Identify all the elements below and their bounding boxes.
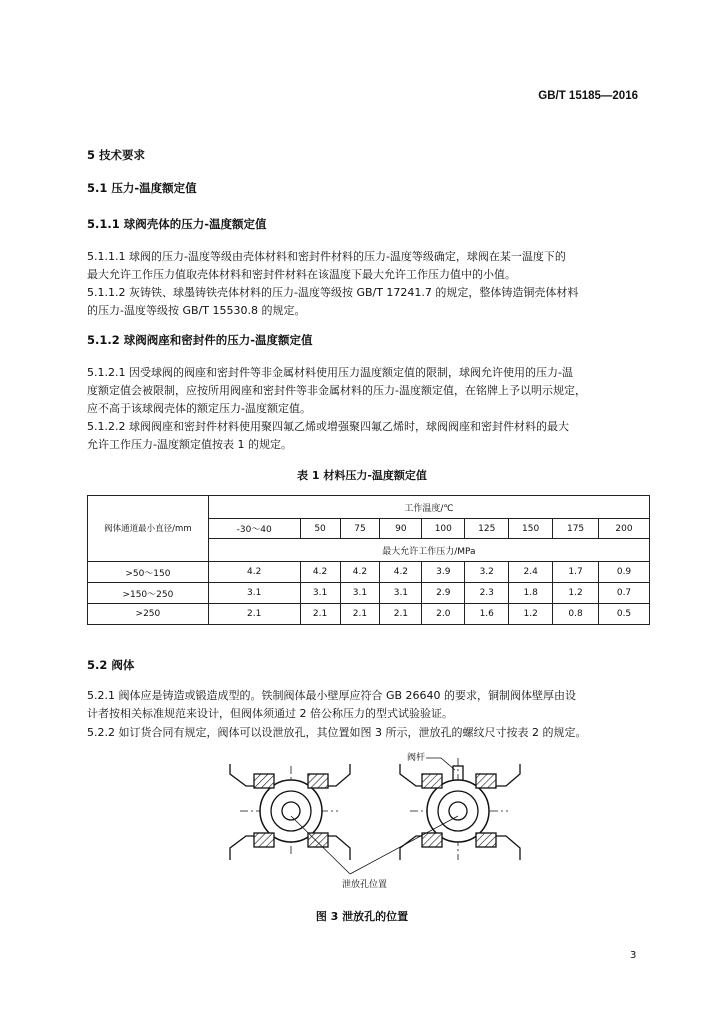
left-valve-drawing: [230, 764, 350, 860]
pressure-value-cell: 2.3: [465, 583, 509, 604]
row-label-cell: >250: [88, 604, 209, 625]
vent-hole-position-figure: [226, 752, 526, 884]
temp-cell: 200: [599, 519, 650, 539]
pressure-value-cell: 2.1: [300, 604, 340, 625]
pressure-value-cell: 2.0: [422, 604, 465, 625]
page-number: 3: [630, 950, 637, 961]
temp-cell: 150: [509, 519, 553, 539]
pressure-temperature-table: [87, 495, 650, 625]
temp-header-cell: 工作温度/℃: [208, 496, 649, 519]
temp-cell: 175: [553, 519, 599, 539]
vent-leader-line-left: [291, 816, 350, 874]
pressure-value-cell: 0.8: [553, 604, 599, 625]
para-5-1-2-1-line1: 5.1.2.1 因受球阀的阀座和密封件等非金属材料使用压力温度额定值的限制，球阀允许使用的压力-温: [87, 366, 573, 379]
pressure-value-cell: 4.2: [340, 562, 380, 583]
para-5-1-2-1-line2: 度额定值会被限制，应按所用阀座和密封件等非金属材料的压力-温度额定值，在铭牌上予以明示规定，: [87, 384, 586, 397]
pressure-value-cell: 2.4: [509, 562, 553, 583]
para-5-1-2-2-line2: 允许工作压力-温度额定值按表 1 的规定。: [87, 438, 292, 451]
pressure-value-cell: 1.2: [553, 583, 599, 604]
para-5-2-1-line1: 5.2.1 阀体应是铸造或锻造成型的。铁制阀体最小壁厚应符合 GB 26640 的要求，铜制阀体壁厚由设: [87, 689, 577, 702]
para-5-1-1-1-line1: 5.1.1.1 球阀的压力-温度等级由壳体材料和密封件材料的压力-温度等级确定，球阀在某一温度下的: [87, 250, 566, 263]
pressure-value-cell: 3.1: [380, 583, 422, 604]
temp-cell: -30～40: [208, 519, 300, 539]
pressure-value-cell: 0.5: [599, 604, 650, 625]
temp-cell: 75: [340, 519, 380, 539]
pressure-value-cell: 3.1: [208, 583, 300, 604]
section-5-heading: 5 技术要求: [87, 148, 146, 162]
pressure-value-cell: 1.2: [509, 604, 553, 625]
para-5-2-1-line2: 计者按相关标准规范来设计，但阀体须通过 2 倍公称压力的型式试验验证。: [87, 707, 453, 720]
row-label-cell: >150～250: [88, 583, 209, 604]
pressure-value-cell: 4.2: [380, 562, 422, 583]
para-5-1-2-1-line3: 应不高于该球阀壳体的额定压力-温度额定值。: [87, 402, 311, 415]
para-5-1-2-2-line1: 5.1.2.2 球阀阀座和密封件材料使用聚四氟乙烯或增强聚四氟乙烯时，球阀阀座和密封件材料的最大: [87, 420, 569, 433]
para-5-1-1-2-line1: 5.1.1.2 灰铸铁、球墨铸铁壳体材料的压力-温度等级按 GB/T 17241.7 的规定，整体铸造铜壳体材料: [87, 286, 579, 299]
row-header-cell: 阀体通道最小直径/mm: [88, 496, 209, 562]
pressure-value-cell: 2.1: [208, 604, 300, 625]
pressure-value-cell: 3.1: [340, 583, 380, 604]
right-valve-drawing: [400, 758, 520, 860]
stem-leader-line: [426, 758, 455, 770]
pressure-value-cell: 0.9: [599, 562, 650, 583]
section-5-2-heading: 5.2 阀体: [87, 658, 135, 672]
row-label-cell: >50～150: [88, 562, 209, 583]
standard-number: GB/T 15185—2016: [538, 90, 638, 102]
pressure-value-cell: 0.7: [599, 583, 650, 604]
pressure-value-cell: 2.1: [380, 604, 422, 625]
pressure-value-cell: 3.9: [422, 562, 465, 583]
temp-cell: 100: [422, 519, 465, 539]
pressure-value-cell: 3.1: [300, 583, 340, 604]
pressure-value-cell: 1.6: [465, 604, 509, 625]
pressure-value-cell: 1.7: [553, 562, 599, 583]
temp-cell: 125: [465, 519, 509, 539]
section-5-1-2-heading: 5.1.2 球阀阀座和密封件的压力-温度额定值: [87, 333, 313, 347]
pressure-value-cell: 1.8: [509, 583, 553, 604]
para-5-2-2-line1: 5.2.2 如订货合同有规定，阀体可以设泄放孔，其位置如图 3 所示，泄放孔的螺纹尺寸按表 2 的规定。: [87, 726, 587, 739]
temp-cell: 50: [300, 519, 340, 539]
vent-hole-label: 泄放孔位置: [342, 880, 388, 890]
pressure-value-cell: 4.2: [208, 562, 300, 583]
table1-caption: 表 1 材料压力-温度额定值: [297, 469, 427, 482]
table-row: [88, 604, 650, 625]
para-5-1-1-2-line2: 的压力-温度等级按 GB/T 15530.8 的规定。: [87, 304, 306, 317]
pressure-header-cell: 最大允许工作压力/MPa: [208, 539, 649, 562]
pressure-value-cell: 3.2: [465, 562, 509, 583]
pressure-value-cell: 2.9: [422, 583, 465, 604]
pressure-value-cell: 4.2: [300, 562, 340, 583]
stem-label: 阀杆: [407, 753, 426, 763]
section-5-1-1-heading: 5.1.1 球阀壳体的压力-温度额定值: [87, 217, 267, 231]
table-row: [88, 562, 650, 583]
para-5-1-1-1-line2: 最大允许工作压力值取壳体材料和密封件材料在该温度下最大允许工作压力值中的小值。: [87, 268, 516, 281]
temp-cell: 90: [380, 519, 422, 539]
section-5-1-heading: 5.1 压力-温度额定值: [87, 181, 197, 195]
table-row: [88, 583, 650, 604]
figure3-caption: 图 3 泄放孔的位置: [315, 910, 409, 923]
pressure-value-cell: 2.1: [340, 604, 380, 625]
